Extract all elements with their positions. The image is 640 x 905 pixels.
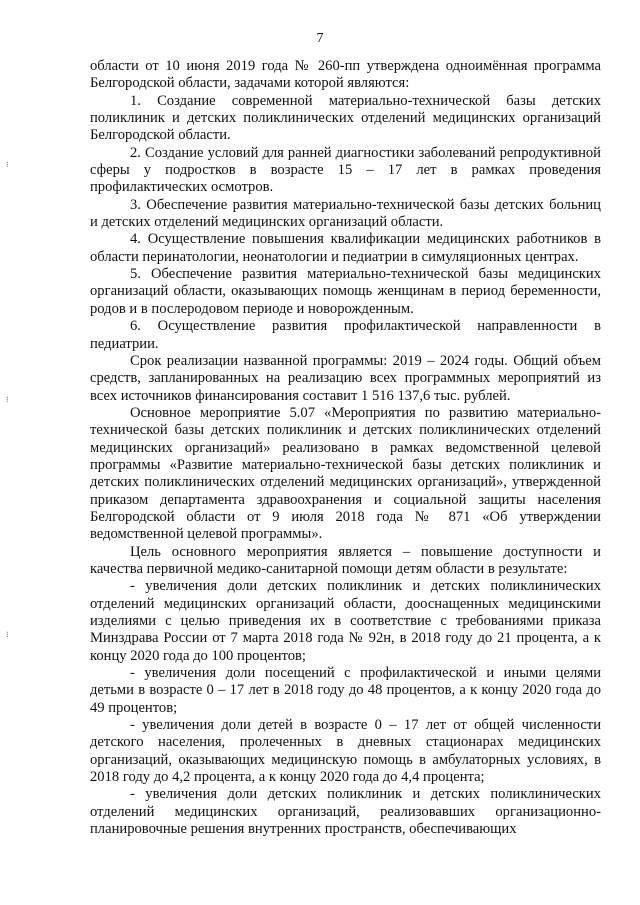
margin-mark: ⁝	[6, 630, 9, 639]
paragraph: Цель основного мероприятия является – повышение доступности и качества первичной медико-санитарной помощи детям области в результате:	[90, 543, 601, 577]
page-number: 7	[316, 31, 324, 46]
paragraph: 5. Обеспечение развития материально-технической базы медицинских организаций области, оказывающих помощь женщинам в период беременности, родов и в послеродовом периоде и новорожденным.	[90, 266, 601, 317]
paragraph: Срок реализации названной программы: 2019 – 2024 годы. Общий объем средств, запланированных на реализацию всех программных мероприятий из всех источников финансирования составит 1 516 137,6 тыс. рублей.	[90, 352, 601, 404]
margin-mark: ⁝	[6, 395, 9, 404]
list-item: - увеличения доли детских поликлиник и детских поликлинических отделений медицинских организаций, реализовавших организационно-планировочные решения внутренних пространств, обеспечивающих	[90, 786, 601, 838]
paragraph: 4. Осуществление повышения квалификации медицинских работников в области перинатологии, неонатологии и педиатрии в симуляционных центрах.	[90, 231, 601, 265]
paragraph: области от 10 июня 2019 года № 260-пп утверждена одноимённая программа Белгородской области, задачами которой являются:	[90, 58, 601, 92]
paragraph: Основное мероприятие 5.07 «Мероприятия по развитию материально-технической базы детских поликлиник и детских поликлинических отделений медицинских организаций» реализовано в рамках ведомственной целевой программы «Развитие материально-технической базы детских поликлиник и детских поликлинических отделений медицинских организаций», утвержденной приказом департамента здравоохранения и социальной защиты населения Белгородской области от 9 июля 2018 года № 871 «Об утверждении ведомственной целевой программы».	[90, 404, 601, 543]
list-item: - увеличения доли детей в возрасте 0 – 17 лет от общей численности детского населения, пролеченных в дневных стационарах медицинских организаций, оказывающих медицинскую помощь в амбулаторных условиях, в 2018 году до 4,2 процента, а к концу 2020 года до 4,4 процента;	[90, 717, 601, 786]
margin-mark: ⁝	[6, 160, 9, 169]
list-item: - увеличения доли посещений с профилактической и иными целями детьми в возрасте 0 – 17 лет в 2018 году до 48 процентов, а к концу 2020 года до 49 процентов;	[90, 665, 601, 716]
paragraph: 3. Обеспечение развития материально-технической базы детских больниц и детских отделений медицинских организаций области.	[90, 196, 601, 231]
paragraph: 1. Создание современной материально-технической базы детских поликлиник и детских поликлинических отделений медицинских организаций Белгородской области.	[90, 92, 601, 144]
paragraph: 2. Создание условий для ранней диагностики заболеваний репродуктивной сферы у подростков в возрасте 15 – 17 лет в рамках проведения профилактических осмотров.	[90, 144, 601, 196]
list-item: - увеличения доли детских поликлиник и детских поликлинических отделений медицинских организаций области, дооснащенных медицинскими изделиями с целью приведения их в соответствие с требованиями приказа Минздрава России от 7 марта 2018 года № 92н, в 2018 году до 21 процента, а к концу 2020 года до 100 процентов;	[90, 578, 601, 664]
document-body	[90, 58, 601, 838]
paragraph: 6. Осуществление развития профилактической направленности в педиатрии.	[90, 318, 601, 352]
